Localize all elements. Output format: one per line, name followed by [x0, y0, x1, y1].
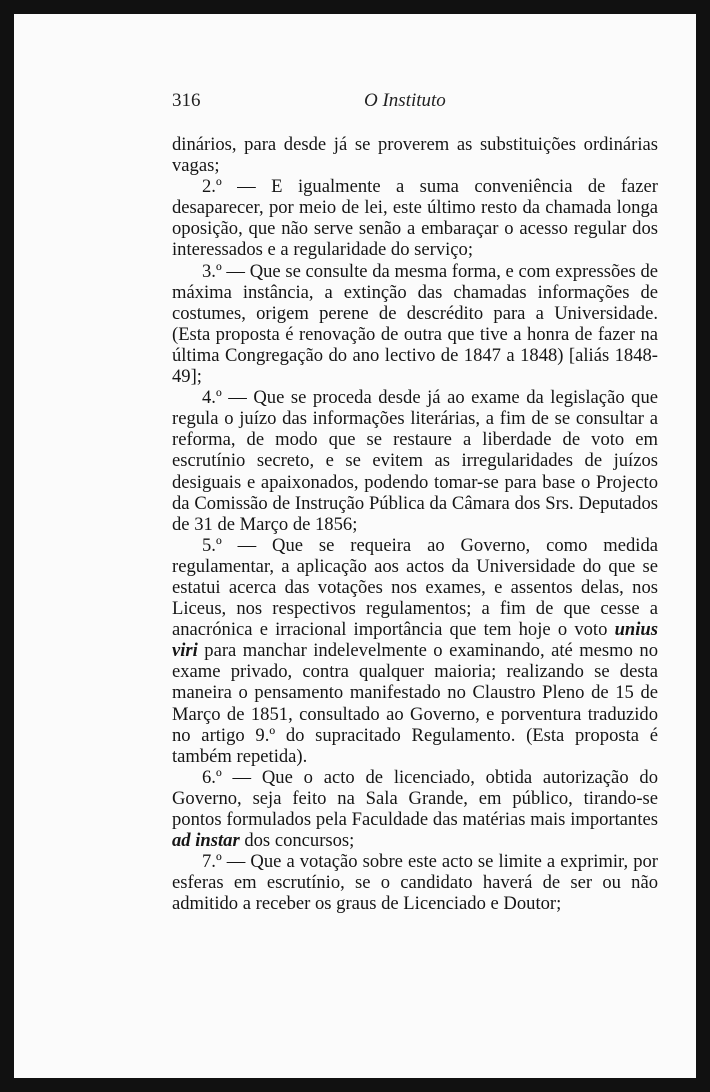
page-number: 316: [172, 90, 201, 111]
page-header: [14, 90, 696, 116]
latin-phrase: unius viri: [172, 619, 658, 662]
paragraph-continuation: dinários, para desde já se proverem as substituições ordinárias vagas;: [172, 134, 658, 177]
paragraph-item-2: 2.º — E igualmente a suma conveniência de fazer desaparecer, por meio de lei, este último resto da chamada longa oposição, que não serve senão a embaraçar o acesso regular dos interessados e a regularidade do serviço;: [172, 176, 658, 261]
paragraph-text: para manchar indelevelmente o examinando, até mesmo no exame privado, contra qualquer maioria; realizando se desta maneira o pensamento manifestado no Claustro Pleno de 15 de Março de 1851, consultado ao Governo, e porventura traduzido no artigo 9.º do supracitado Regulamento. (Esta proposta é também repetida).: [172, 640, 658, 767]
paragraph-item-6: [172, 767, 658, 851]
body-text: [172, 134, 658, 914]
paragraph-text: 6.º — Que o acto de licenciado, obtida autorização do Governo, seja feito na Sala Grande, em público, tirando-se pontos formulados pela Faculdade das matérias mais importantes: [172, 766, 658, 830]
paragraph-item-7: 7.º — Que a votação sobre este acto se limite a exprimir, por esferas em escrutínio, se o candidato haverá de ser ou não admitido a receber os graus de Licenciado e Doutor;: [172, 851, 658, 915]
paragraph-item-4: 4.º — Que se proceda desde já ao exame da legislação que regula o juízo das informações literárias, a fim de se consultar a reforma, de modo que se restaure a liberdade de voto em escrutínio secreto, e se evitem as irregularidades de juízos desiguais e apaixonados, podendo tomar-se para base o Projecto da Comissão de Instrução Pública da Câmara dos Srs. Deputados de 31 de Março de 1856;: [172, 387, 658, 535]
paragraph-item-5: [172, 535, 658, 767]
running-title: O Instituto: [364, 90, 446, 111]
paragraph-text: dos concursos;: [239, 830, 355, 852]
paragraph-item-3: 3.º — Que se consulte da mesma forma, e com expressões de máxima instância, a extinção das chamadas informações de costumes, origem perene de descrédito para a Universidade. (Esta proposta é renovação de outra que tive a honra de fazer na última Congregação do ano lectivo de 1847 a 1848) [aliás 1848-49];: [172, 260, 658, 388]
latin-phrase: ad instar: [172, 830, 240, 852]
paragraph-text: 5.º — Que se requeira ao Governo, como medida regulamentar, a aplicação aos actos da Universidade do que se estatui acerca das votações nos exames, e assentos delas, nos Liceus, nos respectivos regulamentos; a fim de que cesse a anacrónica e irracional importância que tem hoje o voto: [172, 534, 658, 641]
book-page: [14, 14, 696, 1078]
